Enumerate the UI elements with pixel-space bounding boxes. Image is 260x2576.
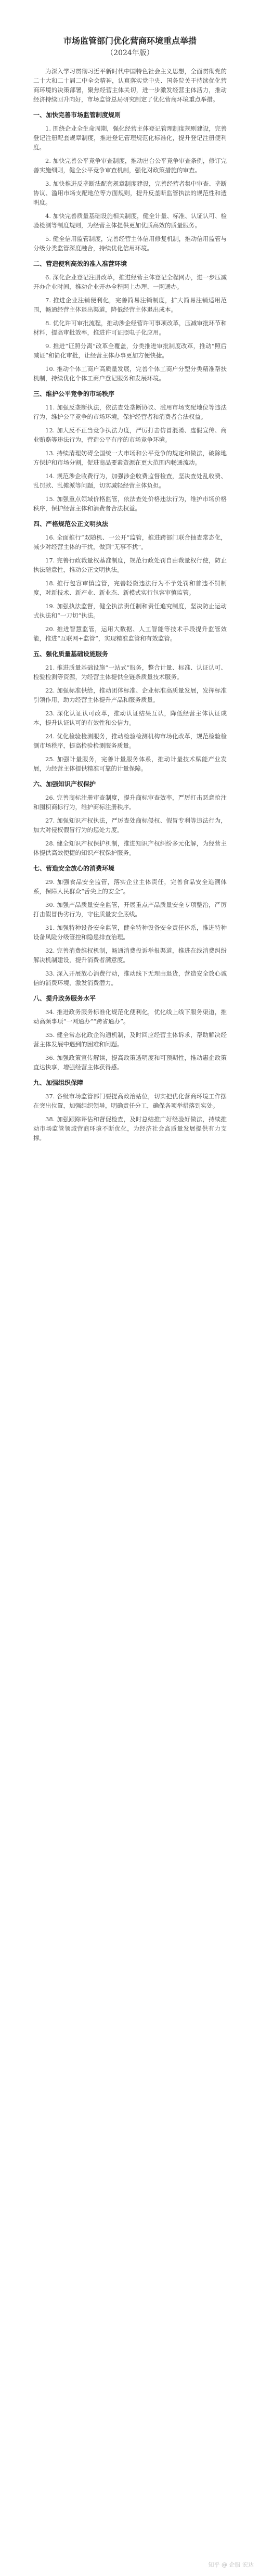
section-paragraph: 15. 加强重点领域价格监管，依法查处价格违法行为，维护市场价格秩序，保护经营主体和消费者合法权益。 (33, 495, 227, 512)
section-paragraph: 31. 加强特种设备安全监管，健全特种设备安全责任体系，推进特种设备风险分级管控和隐患排查治理。 (33, 924, 227, 941)
section-paragraph: 28. 健全知识产权保护机制，推进知识产权纠纷多元化解，为经营主体提供高效便捷的知识产权保护服务。 (33, 840, 227, 856)
section-5 (33, 649, 227, 773)
section-heading: 九、加强组织保障 (33, 1079, 84, 1086)
section-heading: 八、提升政务服务水平 (33, 995, 96, 1002)
section-paragraph: 12. 加大反不正当竞争执法力度，严厉打击仿冒混淆、虚假宣传、商业贿赂等违法行为，营造公平有序的市场竞争环境。 (33, 427, 227, 443)
section-paragraph: 10. 推动个体工商户高质量发展，完善个体工商户分型分类精准帮扶机制，持续优化个体工商户登记服务和发展环境。 (33, 365, 227, 382)
section-paragraph: 6. 深化企业登记注册改革，推进经营主体登记全程网办，进一步压减开办企业时间，推动企业开办全程网上办理、一网通办。 (33, 274, 227, 290)
section-heading: 五、强化质量基础设施服务 (33, 650, 109, 658)
sections-container (33, 110, 227, 1143)
section-paragraph: 20. 推进智慧监管，运用大数据、人工智能等技术手段提升监管效能，推进“互联网+监管”，实现精准监管和有效监管。 (33, 625, 227, 642)
document-body (0, 35, 260, 1143)
section-paragraph: 4. 加快完善质量基础设施相关制度，健全计量、标准、认证认可、检验检测等制度规则，为经营主体提供更加优质高效的质量服务。 (33, 212, 227, 229)
section-paragraph: 8. 优化许可审批流程，推动涉企经营许可事项改革，压减审批环节和材料，提高审批效率，推进许可证照电子化应用。 (33, 319, 227, 336)
section-paragraph: 32. 完善消费维权机制，畅通消费投诉举报渠道，推进在线消费纠纷解决机制建设，提升消费者满意度。 (33, 947, 227, 964)
section-paragraph: 24. 优化检验检测服务，推动检验检测机构市场化改革，规范检验检测市场秩序，提高检验检测服务质量。 (33, 733, 227, 749)
section-heading: 六、加强知识产权保护 (33, 780, 96, 788)
section-heading: 七、营造安全放心的消费环境 (33, 865, 115, 872)
section-paragraph: 35. 健全常态化政企沟通机制，及时回应经营主体诉求，帮助解决经营主体发展中遇到的困难和问题。 (33, 1031, 227, 1048)
intro-paragraph: 为深入学习贯彻习近平新时代中国特色社会主义思想，全面贯彻党的二十大和二十届二中全会精神，认真落实党中央、国务院关于持续优化营商环境的决策部署，聚焦经营主体关切，进一步激发经营主体活力，推动经济持续回升向好，市场监管总局研究制定了优化营商环境重点举措。 (33, 68, 227, 103)
section-paragraph: 38. 加强跟踪评估和督促检查，及时总结推广好经验好做法，持续推动市场监管领域营商环境不断优化，为经济社会高质量发展提供有力支撑。 (33, 1116, 227, 1142)
section-9 (33, 1078, 227, 1143)
section-paragraph: 11. 加强反垄断执法，依法查处垄断协议、滥用市场支配地位等违法行为，维护公平竞争的市场环境，保护经营者和消费者合法权益。 (33, 404, 227, 420)
document-subtitle: （2024年版） (106, 49, 154, 57)
section-paragraph: 29. 加强食品安全监管，落实企业主体责任，完善食品安全追溯体系，保障人民群众“舌尖上的安全”。 (33, 878, 227, 895)
section-paragraph: 36. 加强政策宣传解读，提高政策透明度和可预期性，推动惠企政策直达快享，增强经营主体获得感。 (33, 1054, 227, 1071)
section-3 (33, 389, 227, 513)
section-paragraph: 21. 推进质量基础设施“一站式”服务，整合计量、标准、认证认可、检验检测等资源，为经营主体提供全链条质量技术服务。 (33, 664, 227, 681)
section-paragraph: 34. 推进政务服务标准化规范化便利化，优化线上线下服务渠道，推动高频事项“一网通办”“跨省通办”。 (33, 1008, 227, 1025)
watermark: 知乎 @ 企服 宏达 (208, 2561, 254, 2568)
section-paragraph: 22. 加强标准供给，推动团体标准、企业标准高质量发展，发挥标准引领作用，助力经营主体提升产品和服务质量。 (33, 687, 227, 703)
section-paragraph: 17. 完善行政裁量权基准制度，规范行政处罚自由裁量权行使，防止执法随意性，推动公正文明执法。 (33, 557, 227, 573)
section-paragraph: 19. 加强执法监督，健全执法责任制和责任追究制度，坚决防止运动式执法和“一刀切”执法。 (33, 603, 227, 619)
section-paragraph: 30. 加强产品质量安全监管，开展重点产品质量安全专项整治，严厉打击假冒伪劣行为，守住质量安全底线。 (33, 901, 227, 918)
section-paragraph: 27. 加强知识产权执法，严厉查处商标侵权、假冒专利等违法行为，加大对侵权假冒行为的惩处力度。 (33, 817, 227, 834)
section-heading: 二、营造便利高效的准入准营环境 (33, 260, 127, 267)
section-6 (33, 779, 227, 857)
section-paragraph: 9. 推进“证照分离”改革全覆盖，分类推进审批制度改革，推动“照后减证”和简化审批，让经营主体办事更加方便快捷。 (33, 342, 227, 359)
section-paragraph: 33. 深入开展放心消费行动，推动线下无理由退货，营造安全放心诚信的消费环境，激发消费潜力。 (33, 970, 227, 986)
section-paragraph: 26. 完善商标注册审查制度，提升商标审查效率，严厉打击恶意抢注和囤积商标行为，维护商标注册秩序。 (33, 794, 227, 811)
section-2 (33, 259, 227, 383)
section-paragraph: 5. 健全信用监管制度，完善经营主体信用修复机制，推动信用监管与分级分类监管深度融合，持续优化信用环境。 (33, 235, 227, 252)
section-paragraph: 14. 规范涉企收费行为，加强涉企收费监督检查，坚决查处乱收费、乱罚款、乱摊派等问题，切实减轻经营主体负担。 (33, 472, 227, 489)
section-paragraph: 18. 推行包容审慎监管，完善轻微违法行为不予处罚和首违不罚制度，对新技术、新产业、新业态、新模式实行包容审慎监管。 (33, 580, 227, 596)
top-margin (0, 0, 260, 35)
section-paragraph: 2. 加快完善公平竞争审查制度，推动出台公平竞争审查条例，修订完善实施细则，健全公平竞争审查机制，强化对政策措施的审查。 (33, 157, 227, 174)
section-paragraph: 23. 深化认证认可改革，推动认证结果互认，降低经营主体认证成本，提升认证认可的有效性和公信力。 (33, 710, 227, 726)
section-4 (33, 519, 227, 643)
document-title: 市场监管部门优化营商环境重点举措 (63, 36, 197, 46)
section-paragraph: 3. 加快推进反垄断法配套规章制度建设，完善经营者集中审查、垄断协议、滥用市场支配地位等方面规则，提升反垄断监管执法的规范性和透明度。 (33, 180, 227, 206)
section-7 (33, 864, 227, 988)
section-heading: 四、严格规范公正文明执法 (33, 520, 109, 528)
section-8 (33, 994, 227, 1072)
section-heading: 一、加快完善市场监管制度规则 (33, 111, 121, 119)
section-1 (33, 110, 227, 253)
section-paragraph: 13. 持续清理妨碍全国统一大市场和公平竞争的规定和做法，破除地方保护和市场分割，促进商品要素资源在更大范围内畅通流动。 (33, 450, 227, 466)
section-paragraph: 37. 各级市场监管部门要提高政治站位，切实把优化营商环境工作摆在突出位置，加强组织领导，明确责任分工，确保各项举措落到实处。 (33, 1093, 227, 1109)
section-paragraph: 16. 全面推行“双随机、一公开”监管，推进跨部门联合抽查常态化，减少对经营主体的干扰，做到“无事不扰”。 (33, 534, 227, 550)
section-paragraph: 1. 围绕企业全生命周期，强化经营主体登记管理制度规则建设，完善登记注册配套规章制度，推进登记管理规范化标准化，提升登记注册便利度。 (33, 125, 227, 151)
section-paragraph: 7. 推进企业注销便利化，完善简易注销制度，扩大简易注销适用范围，畅通经营主体退出渠道，降低经营主体退出成本。 (33, 297, 227, 313)
section-paragraph: 25. 加强计量服务，完善计量服务体系，推动计量技术赋能产业发展，为经营主体提供精准可靠的计量保障。 (33, 755, 227, 772)
section-heading: 三、维护公平竞争的市场秩序 (33, 390, 115, 398)
